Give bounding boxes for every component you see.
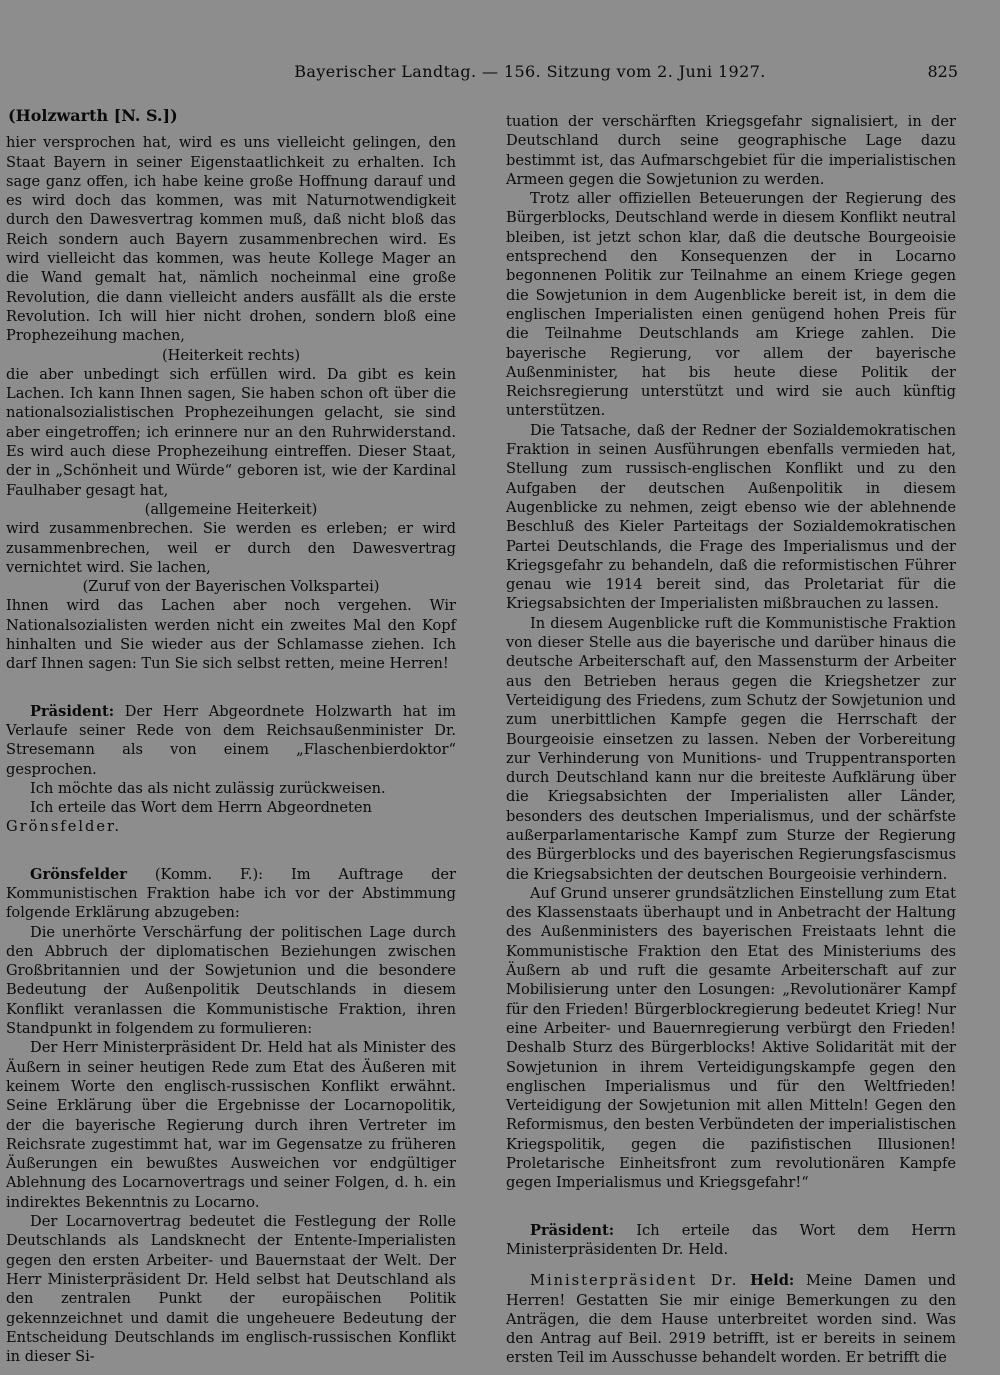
spacer <box>506 1259 956 1271</box>
speaker-label: Präsident: <box>30 702 115 720</box>
interjection: (Heiterkeit rechts) <box>161 346 301 364</box>
spacer <box>506 1193 956 1221</box>
paragraph: Ich möchte das als nicht zulässig zurückweisen. <box>30 779 386 797</box>
left-column <box>6 106 456 1366</box>
running-title: Bayerischer Landtag. — 156. Sitzung vom 2. Juni 1927. <box>294 62 766 81</box>
statement-text: Im Auftrage der Kommunistischen Fraktion habe ich vor der Abstimmung folgende Erklärung abzugeben: <box>6 865 457 922</box>
speaker-label: Held: <box>750 1272 795 1290</box>
paragraph: Der Locarnovertrag bedeutet die Festlegung der Rolle Deutschlands als Landsknecht der Entente-Imperialisten gegen den ersten Arbeiter- und Bauernstaat der Welt. Der Herr Ministerpräsident Dr. Held selbst hat Deutschland als den zentralen Punkt der europäischen Politik gekennzeichnet und damit die ungeheuere Bedeutung der Entscheidung Deutschlands im englisch-russischen Konflikt in dieser Si- <box>6 1213 456 1366</box>
paragraph: Die Tatsache, daß der Redner der Sozialdemokratischen Fraktion in seinen Ausführungen ebenfalls vermieden hat, Stellung zum russisch-englischen Konflikt und zu den Aufgaben der deutschen Außenpolitik in diesem Augenblicke zu nehmen, zeigt ebenso wie der ablehnende Beschluß des Kieler Parteitags der Sozialdemokratischen Partei Deutschlands, die Frage des Imperialismus und der Kriegsgefahr zu behandeln, daß die reformistischen Führer genau wie 1914 bereit sind, das Proletariat für die Kriegsabsichten der Imperialisten mißbrauchen zu lassen. <box>506 421 956 613</box>
paragraph: wird zusammenbrechen. Sie werden es erleben; er wird zusammenbrechen, weil er durch den Dawesvertrag vernichtet wird. Sie lachen, <box>6 520 456 576</box>
speaker-title: Ministerpräsident Dr. <box>530 1272 739 1290</box>
party-label: (Komm. F.): <box>154 865 264 883</box>
spacer <box>6 674 456 702</box>
speaker-name: Grönsfelder. <box>6 818 122 836</box>
paragraph: Ihnen wird das Lachen aber noch vergehen. Wir Nationalsozialisten werden nicht ein zweites Mal den Kopf hinhalten und Sie wieder aus der Schlamasse ziehen. Ich darf Ihnen sagen: Tun Sie sich selbst retten, meine Herren! <box>6 597 456 673</box>
speaker-label: Präsident: <box>530 1221 615 1239</box>
statement-text: Der Herr Abgeordnete Holzwarth hat im Verlaufe seiner Rede von dem Reichsaußenminister Dr. Stresemann als von einem „Flaschenbierdoktor“ gesprochen. <box>6 702 456 778</box>
speaker-label: Grönsfelder <box>30 865 127 883</box>
paragraph: Trotz aller offiziellen Beteuerungen der Regierung des Bürgerblocks, Deutschland werde in diesem Konflikt neutral bleiben, ist jetzt schon klar, daß die deutsche Bourgeoisie entsprechend den Konsequenzen der in Locarno begonnenen Politik zur Teilnahme an einem Kriege gegen die Sowjetunion in dem Augenblicke bereit ist, in dem die englischen Imperialisten einen genügend hohen Preis für die Teilnahme Deutschlands am Kriege zahlen. Die bayerische Regierung, vor allem der bayerische Außenminister, hat bis heute diese Politik der Reichsregierung unterstützt und wird sie auch künftig unterstützen. <box>506 190 956 420</box>
page-number: 825 <box>927 62 958 81</box>
paragraph: die aber unbedingt sich erfüllen wird. Da gibt es kein Lachen. Ich kann Ihnen sagen, Sie haben schon oft über die nationalsozialistischen Prophezeihungen gelacht, sie sind aber eingetroffen; ich erinnere nur an den Ruhrwiderstand. Es wird auch diese Prophezeihung eintreffen. Dieser Staat, der in „Schönheit und Würde“ geboren ist, wie der Kardinal Faulhaber gesagt hat, <box>6 365 456 499</box>
speaker-statement <box>6 865 456 923</box>
statement-text: Ich erteile das Wort dem Herrn Ministerpräsidenten Dr. Held. <box>506 1221 957 1258</box>
statement-text: Meine Damen und Herren! Gestatten Sie mir einige Bemerkungen zu den Anträgen, die dem Hause unterbreitet worden sind. Was den Antrag auf Beil. 2919 betrifft, ist er bereits in seinem ersten Teil im Ausschusse behandelt worden. Er betrifft die <box>506 1272 957 1367</box>
paragraph: Der Herr Ministerpräsident Dr. Held hat als Minister des Äußern in seiner heutigen Rede zum Etat des Äußeren mit keinem Worte den englisch-russischen Konflikt erwähnt. Seine Erklärung über die Ergebnisse der Locarnopolitik, der die bayerische Regierung durch ihren Vertreter im Reichsrate zugestimmt hat, war im Gegensatze zu früheren Äußerungen ein bewußtes Ausweichen vor endgültiger Ablehnung des Locarnovertrags und seiner Folgen, d. h. ein indirektes Bekenntnis zu Locarno. <box>6 1039 456 1211</box>
paragraph: In diesem Augenblicke ruft die Kommunistische Fraktion von dieser Stelle aus die bayerische und darüber hinaus die deutsche Arbeiterschaft auf, den Massensturm der Arbeiter aus den Betrieben heraus gegen die Kriegshetzer zur Verteidigung des Friedens, zum Schutz der Sowjetunion und zum unerbittlichen Kampfe gegen die Herrschaft der Bourgeoisie einsetzen zu lassen. Neben der Vorbereitung zur Verhinderung von Munitions- und Truppentransporten durch Deutschland kann nur die breiteste Aufklärung über die Kriegsabsichten der Imperialisten aller Länder, besonders des deutschen Imperialismus, und der schärfste außerparlamentarische Kampf zum Sturze der Regierung des Bürgerblocks und des bayerischen Regierungsfascismus die Kriegsabsichten der deutschen Bourgeoisie verhindern. <box>506 614 956 883</box>
interjection: (Zuruf von der Bayerischen Volkspartei) <box>82 578 380 596</box>
interjection: (allgemeine Heiterkeit) <box>144 500 318 518</box>
speaker-statement <box>506 1271 956 1367</box>
president-statement <box>6 702 456 779</box>
paragraph: Ich erteile das Wort dem Herrn Abgeordneten <box>30 799 372 817</box>
paragraph: hier versprochen hat, wird es uns vielleicht gelingen, den Staat Bayern in seiner Eigenstaatlichkeit zu erhalten. Ich sage ganz offen, ich habe keine große Hoffnung darauf und es wird doch das kommen, was mit Naturnotwendigkeit durch den Dawesvertrag kommen muß, daß nicht bloß das Reich sondern auch Bayern zusammenbrechen wird. Es wird vielleicht das kommen, was heute Kollege Mager an die Wand gemalt hat, nämlich nocheinmal eine große Revolution, die dann vielleicht anders ausfällt als die erste Revolution. Ich will hier nicht drohen, sondern bloß eine Prophezeihung machen, <box>6 134 456 345</box>
president-statement <box>506 1221 956 1260</box>
right-column <box>506 112 956 1368</box>
paragraph: Auf Grund unserer grundsätzlichen Einstellung zum Etat des Klassenstaats überhaupt und in Anbetracht der Haltung des Außenministers des bayerischen Freistaats lehnt die Kommunistische Fraktion den Etat des Ministeriums des Äußern ab und ruft die gesamte Arbeiterschaft auf zur Mobilisierung unter den Losungen: „Revolutionärer Kampf für den Frieden! Bürgerblockregierung bedeutet Krieg! Nur eine Arbeiter- und Bauernregierung verbürgt den Frieden! Deshalb Sturz des Bürgerblocks! Aktive Solidarität mit der Sowjetunion in ihrem Verteidigungskampfe gegen den englischen Imperialismus und für den Weltfrieden! Verteidigung der Sowjetunion mit allen Mitteln! Gegen den Reformismus, den besten Verbündeten der imperialistischen Kriegspolitik, gegen die pazifistischen Illusionen! Proletarische Einheitsfront zum revolutionären Kampfe gegen Imperialismus und Kriegsgefahr!“ <box>506 884 956 1192</box>
page-header <box>0 62 1000 92</box>
spacer <box>6 837 456 865</box>
paragraph: Die unerhörte Verschärfung der politischen Lage durch den Abbruch der diplomatischen Beziehungen zwischen Großbritannien und der Sowjetunion und die besondere Bedeutung der Außenpolitik Deutschlands in diesem Konflikt veranlassen die Kommunistische Fraktion, ihren Standpunkt in folgendem zu formulieren: <box>6 923 456 1038</box>
speaker-continuation: (Holzwarth [N. S.]) <box>8 106 178 125</box>
paragraph: tuation der verschärften Kriegsgefahr signalisiert, in der Deutschland durch seine geographische Lage dazu bestimmt ist, das Aufmarschgebiet für die imperialistischen Armeen gegen die Sowjetunion zu werden. <box>506 113 956 188</box>
